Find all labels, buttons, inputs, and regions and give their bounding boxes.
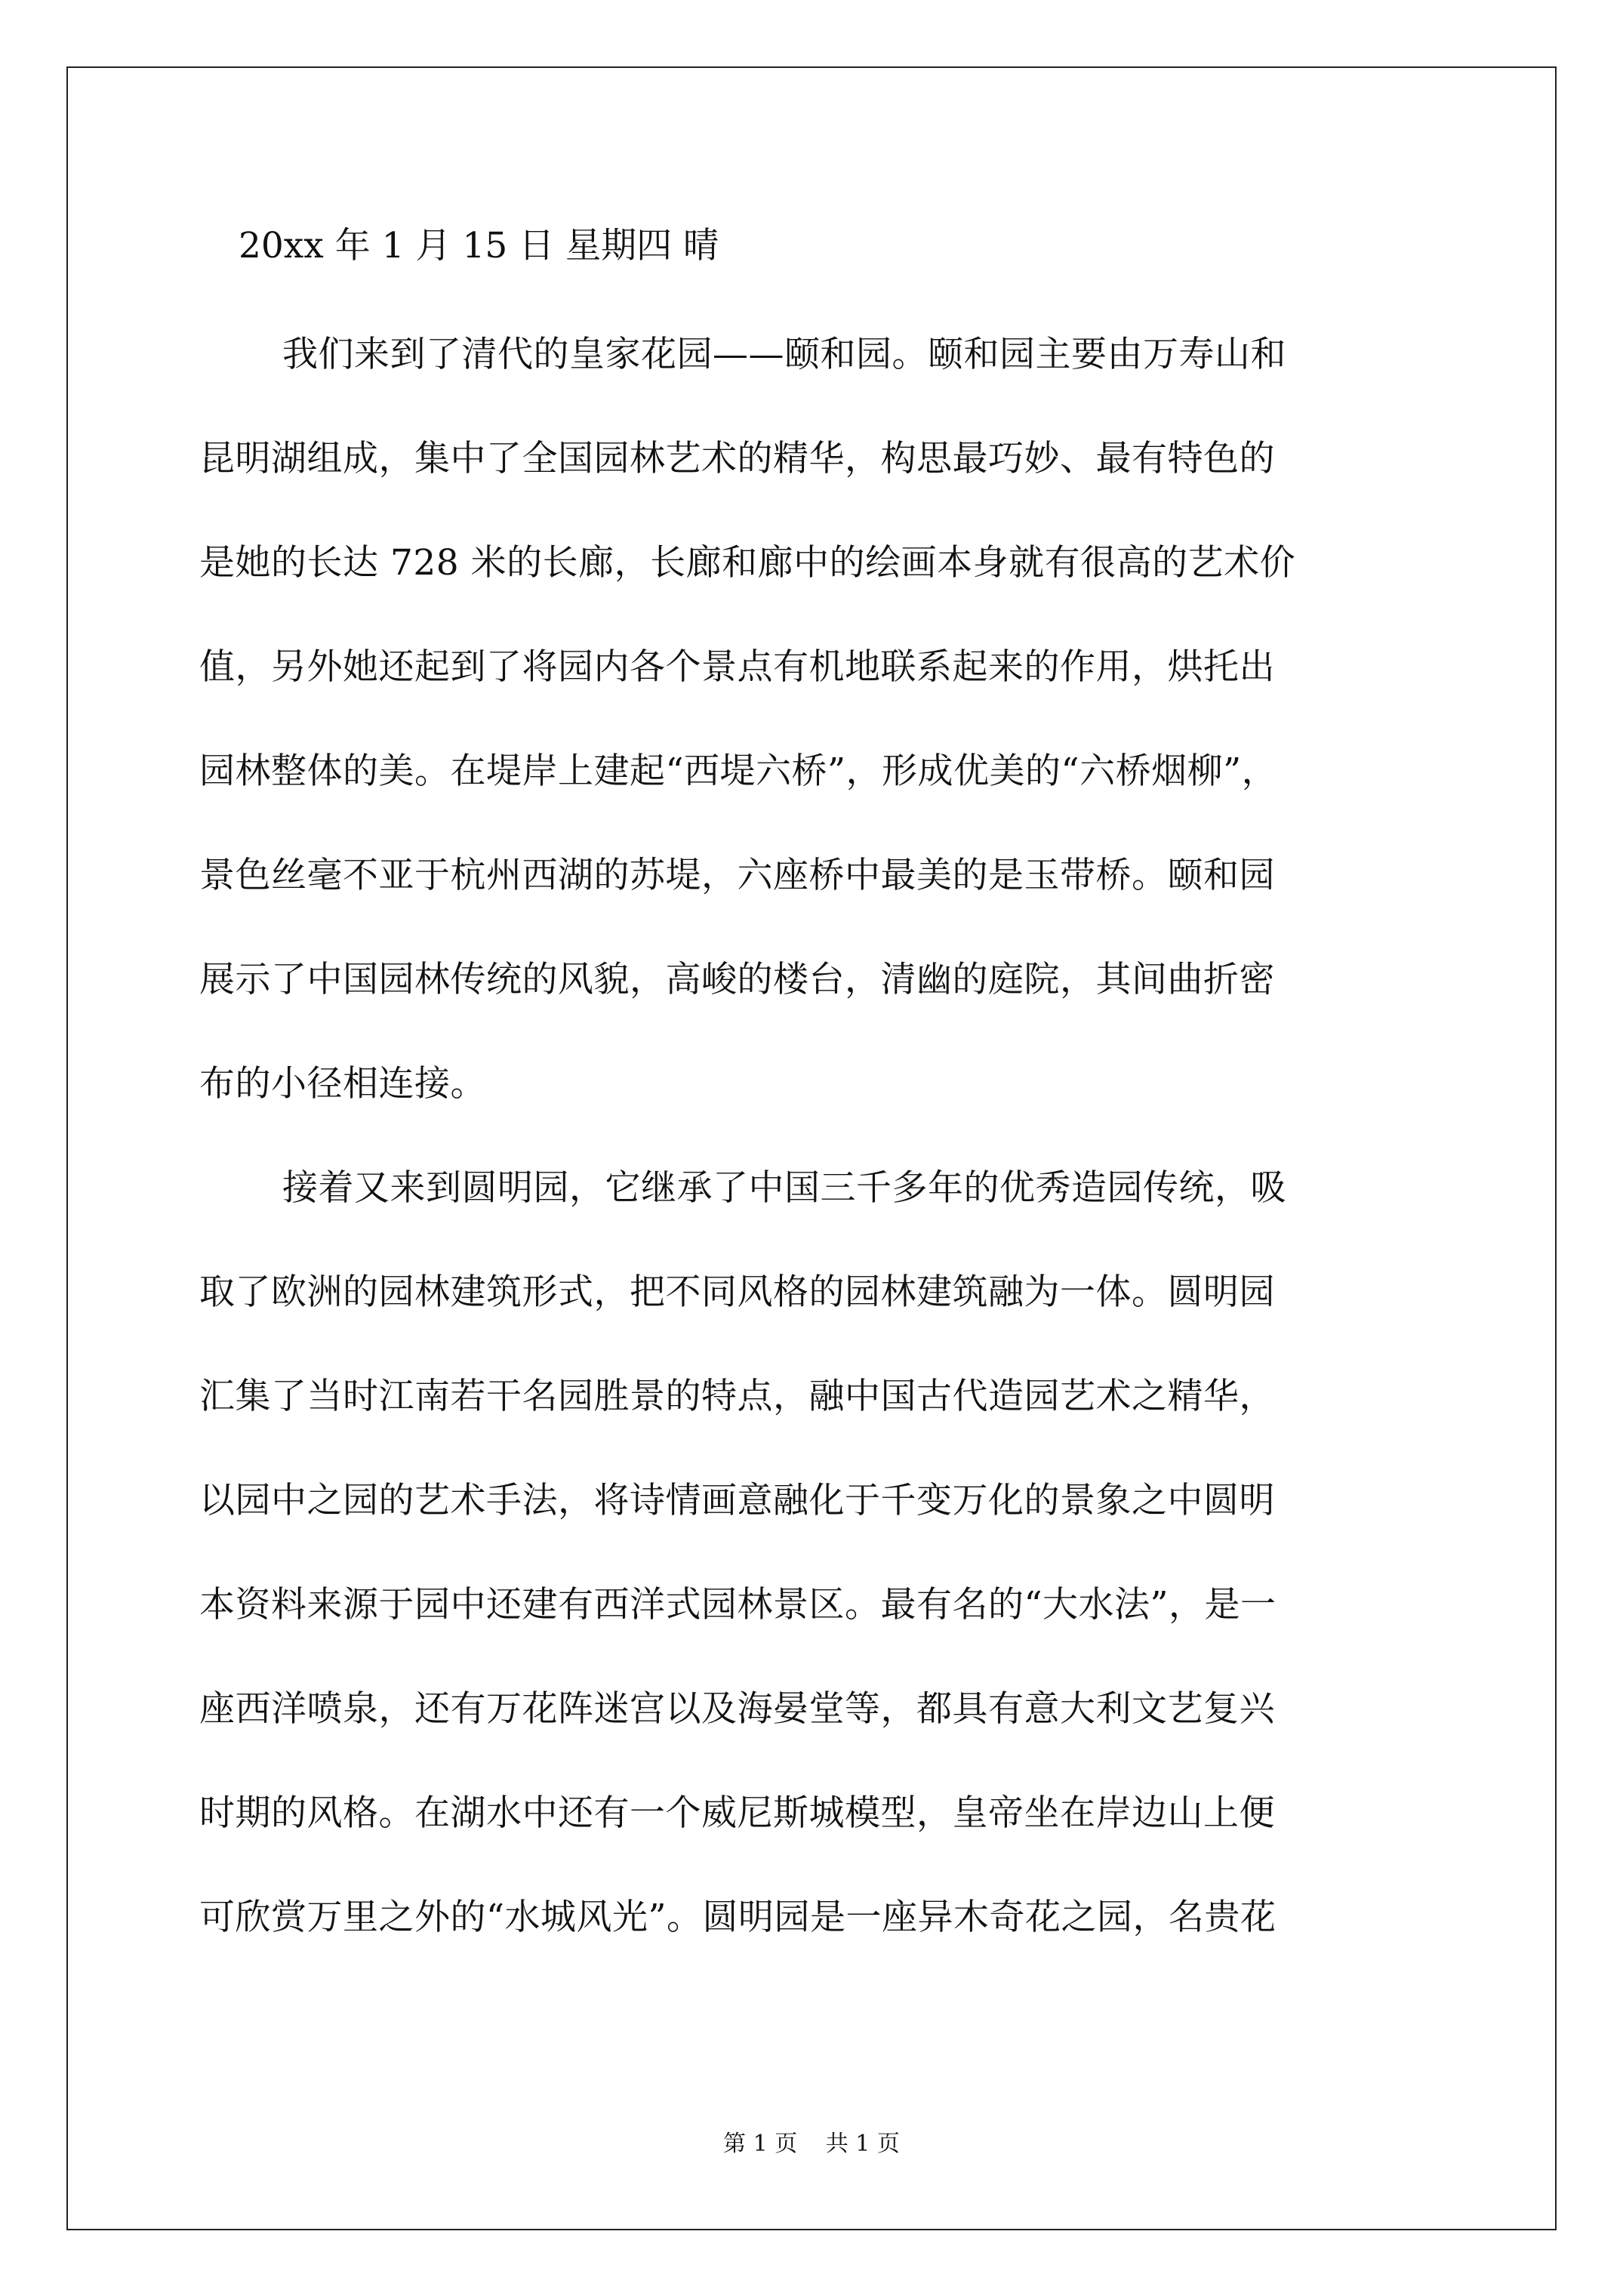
paragraph-2-line-1: 接着又来到圆明园，它继承了中国三千多年的优秀造园传统，吸 (282, 1167, 1286, 1209)
diary-date-line: 20xx 年 1 月 15 日 星期四 晴 (239, 225, 719, 267)
page-total: 共 1 页 (825, 2131, 900, 2157)
paragraph-1-line-4: 值，另外她还起到了将园内各个景点有机地联系起来的作用，烘托出 (199, 646, 1275, 688)
paragraph-2-line-4: 以园中之园的艺术手法，将诗情画意融化于千变万化的景象之中圆明 (199, 1480, 1275, 1521)
paragraph-1-line-1: 我们来到了清代的皇家花园——颐和园。颐和园主要由万寿山和 (282, 334, 1286, 375)
paragraph-2-line-2: 取了欧洲的园林建筑形式，把不同风格的园林建筑融为一体。圆明园 (199, 1271, 1275, 1313)
paragraph-1-line-7: 展示了中国园林传统的风貌，高峻的楼台，清幽的庭院，其间曲折密 (199, 959, 1275, 1000)
paragraph-1-line-2: 昆明湖组成，集中了全国园林艺术的精华，构思最巧妙、最有特色的 (199, 438, 1275, 479)
page-footer (0, 2129, 1623, 2159)
paragraph-1-line-8: 布的小径相连接。 (199, 1063, 486, 1105)
paragraph-2-line-3: 汇集了当时江南若干名园胜景的特点，融中国古代造园艺术之精华， (199, 1376, 1275, 1417)
paragraph-1-line-3: 是她的长达 728 米的长廊，长廊和廊中的绘画本身就有很高的艺术价 (199, 542, 1296, 584)
paragraph-2-line-6: 座西洋喷泉，还有万花阵迷宫以及海晏堂等，都具有意大利文艺复兴 (199, 1688, 1275, 1730)
paragraph-1-line-5: 园林整体的美。在堤岸上建起“西堤六桥”，形成优美的“六桥烟柳”， (199, 750, 1278, 792)
paragraph-1-line-6: 景色丝毫不亚于杭州西湖的苏堤，六座桥中最美的是玉带桥。颐和园 (199, 855, 1275, 896)
paragraph-2-line-5: 本资料来源于园中还建有西洋式园林景区。最有名的“大水法”，是一 (199, 1584, 1277, 1626)
page-number: 第 1 页 (723, 2131, 798, 2157)
paragraph-2-line-7: 时期的风格。在湖水中还有一个威尼斯城模型，皇帝坐在岸边山上便 (199, 1792, 1275, 1834)
paragraph-2-line-8: 可欣赏万里之外的“水城风光”。圆明园是一座异木奇花之园，名贵花 (199, 1897, 1277, 1938)
